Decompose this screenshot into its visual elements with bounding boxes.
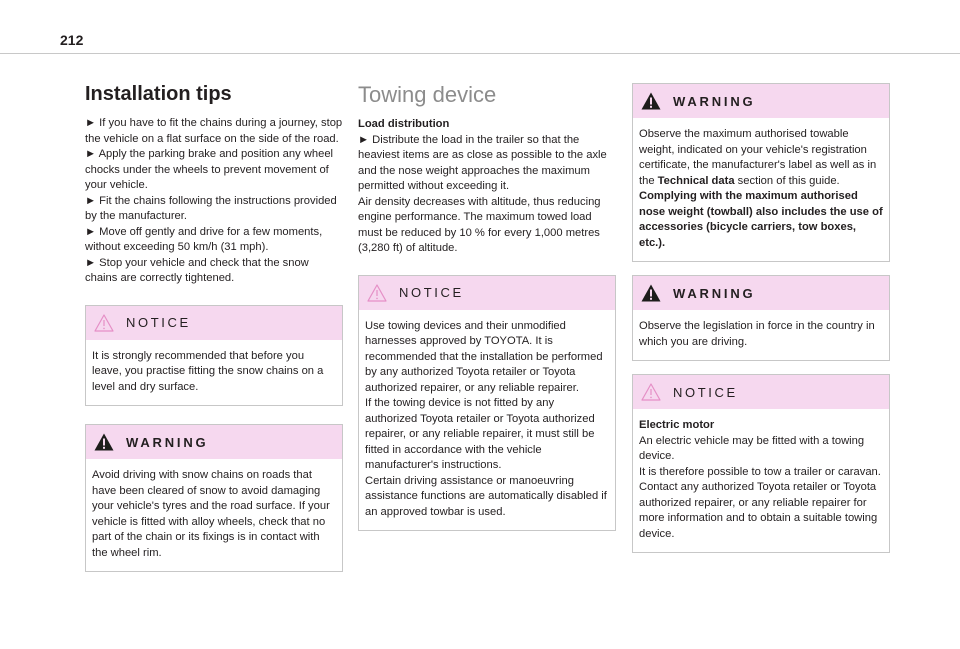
- warning-box: [632, 275, 890, 361]
- warning-triangle-icon: [641, 92, 661, 110]
- notice-title: NOTICE: [673, 384, 738, 400]
- notice-text: It is strongly recommended that before you leave, you practise fitting the snow chains on a level and dry surface.: [92, 349, 324, 393]
- page-number: 212: [60, 32, 84, 48]
- warning-header: [86, 425, 342, 459]
- warning-emphasis: Complying with the maximum authorised nose weight (towball) also includes the use of accessories (bicycle carriers, tow boxes, etc.).: [639, 190, 883, 249]
- section-body: ► If you have to fit the chains during a journey, stop the vehicle on a flat surface on the side of the road. ► Apply the parking brake and position any wheel chocks under the wheels to prevent movement of your vehicle. ► Fit the chains following the instructions provided by the manufacturer. ► Move off gently and drive for a few moments, without exceeding 50 km/h (31 mph). ► Stop your vehicle and check that the snow chains are correctly tightened.: [85, 117, 343, 284]
- technical-data-reference: Technical data: [657, 174, 735, 187]
- section-heading: Towing device: [358, 82, 497, 107]
- warning-title: WARNING: [126, 434, 209, 450]
- notice-triangle-icon: [94, 314, 114, 332]
- notice-box: [632, 374, 890, 553]
- warning-triangle-icon: [641, 284, 661, 302]
- notice-header: [86, 306, 342, 340]
- section-heading: Installation tips: [85, 83, 232, 105]
- notice-title: NOTICE: [399, 285, 464, 300]
- notice-text: Use towing devices and their unmodified harnesses approved by TOYOTA. It is recommended that the installation be performed by any authorized Toyota retailer or Toyota authorized repairer, or any reliable repairer. If the towing device is not fitted by any authorized Toyota retailer or Toyota authorized repairer, or any reliable repairer, it must still be fitted in accordance with the vehicle manufacturer's instructions. Certain driving assistance or manoeuvring assistance functions are automatically disabled if an approved towbar is used.: [365, 319, 607, 518]
- notice-header: [633, 375, 889, 409]
- subheading-electric-motor: Electric motor: [639, 419, 715, 431]
- notice-box: [85, 305, 343, 407]
- section-body: ► Distribute the load in the trailer so that the heaviest items are as close as possible to the axle and the nose weight approaches the maximum permitted without exceeding it. Air density decreases with altitude, thus reducing engine performance. The maximum towed load must be reduced by 10 % for every 1,000 metres (3,280 ft) of altitude.: [358, 133, 607, 254]
- warning-text: Avoid driving with snow chains on roads that have been cleared of snow to avoid damaging your vehicle's tyres and the road surface. If your vehicle is fitted with alloy wheels, check that no part of the chain or its fixings is in contact with the wheel rim.: [92, 469, 330, 559]
- top-divider: [0, 53, 960, 54]
- subheading-load-distribution: Load distribution: [358, 118, 450, 130]
- warning-text: [639, 127, 883, 189]
- column-installation-tips: [85, 82, 343, 572]
- warning-box: [632, 83, 890, 262]
- column-towing-warnings: [632, 83, 890, 553]
- notice-triangle-icon: [367, 284, 387, 302]
- notice-header: [359, 276, 615, 310]
- warning-title: WARNING: [673, 285, 756, 301]
- warning-text-part: section of this guide.: [734, 174, 840, 187]
- warning-text: Observe the legislation in force in the country in which you are driving.: [639, 320, 875, 348]
- warning-text-part: Observe the maximum authorised towable weight, indicated on your vehicle's registration certificate, the manufacturer's label as well as in the: [639, 128, 877, 187]
- notice-title: NOTICE: [126, 315, 191, 330]
- notice-text: An electric vehicle may be fitted with a towing device. It is therefore possible to tow a trailer or caravan. Contact any authorized Toyota retailer or Toyota authorized repairer, or any reliable repairer for more information and to obtain a suitable towing device.: [639, 434, 881, 540]
- notice-box: [358, 275, 616, 532]
- warning-header: [633, 84, 889, 118]
- column-towing-device: [358, 82, 616, 531]
- warning-header: [633, 276, 889, 310]
- warning-title: WARNING: [673, 93, 756, 109]
- warning-triangle-icon: [94, 433, 114, 451]
- warning-box: [85, 424, 343, 572]
- notice-triangle-icon: [641, 383, 661, 401]
